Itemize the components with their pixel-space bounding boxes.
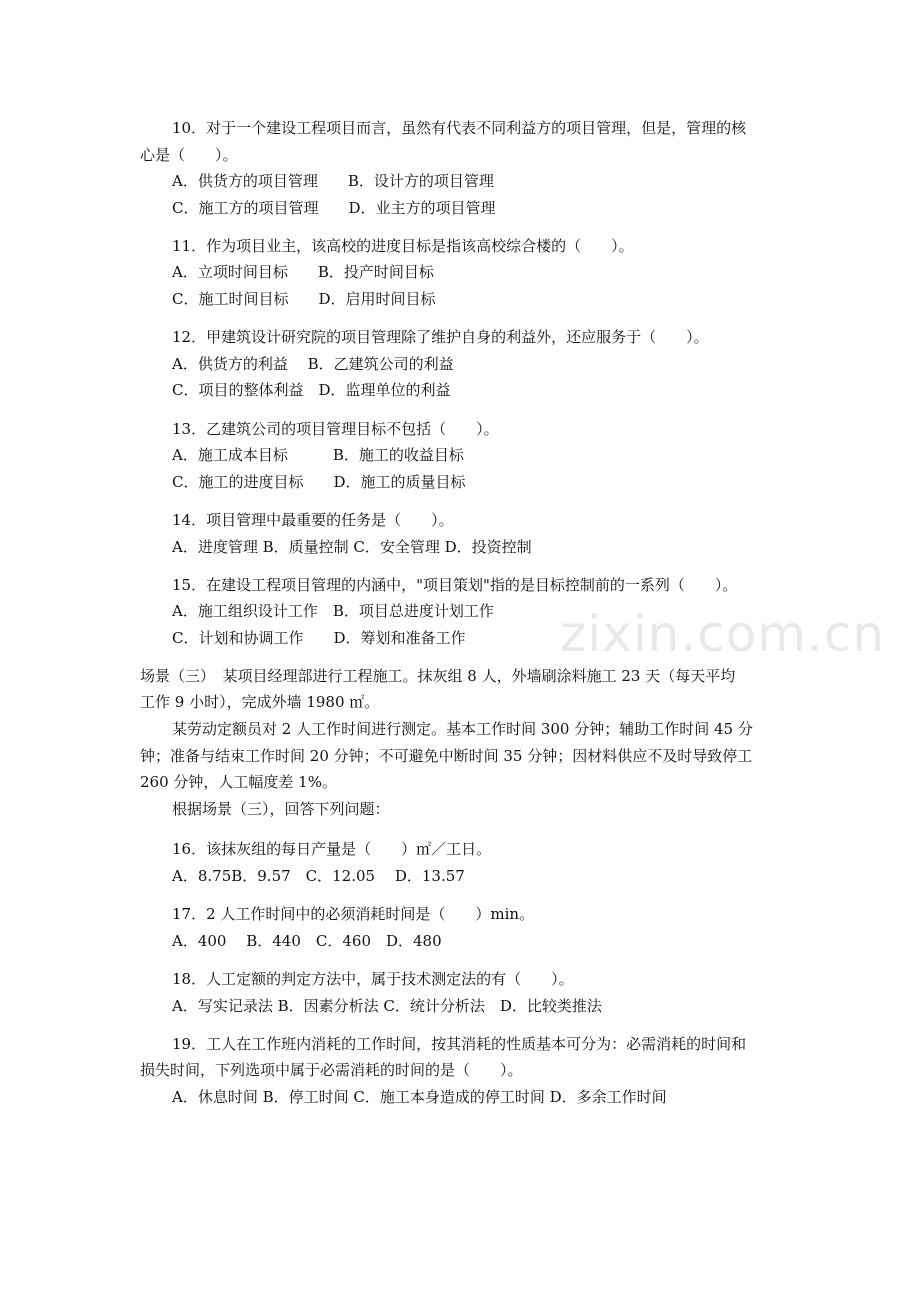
question-10-stem-line-2: 心是（ ）。 — [140, 146, 238, 164]
question-17-stem: 17．2 人工作时间中的必须消耗时间是（ ）min。 — [172, 905, 535, 923]
question-16-stem: 16．该抹灰组的每日产量是（ ）㎡／工日。 — [172, 840, 492, 858]
question-15-options-line-1: A．施工组织设计工作 B．项目总进度计划工作 — [172, 602, 494, 620]
question-12-options-line-2: C．项目的整体利益 D．监理单位的利益 — [172, 381, 451, 399]
question-15-options-line-2: C．计划和协调工作 D．筹划和准备工作 — [172, 629, 466, 647]
question-15-stem: 15．在建设工程项目管理的内涵中，"项目策划"指的是目标控制前的一系列（ ）。 — [172, 576, 738, 594]
scenario-line-3: 某劳动定额员对 2 人工作时间进行测定。基本工作时间 300 分钟；辅助工作时间 45 分 — [172, 720, 753, 738]
question-11-stem: 11．作为项目业主，该高校的进度目标是指该高校综合楼的（ ）。 — [172, 237, 634, 255]
question-12-options-line-1: A．供货方的利益 B．乙建筑公司的利益 — [172, 355, 454, 373]
question-18-stem: 18．人工定额的判定方法中，属于技术测定法的有（ ）。 — [172, 970, 574, 988]
question-10-options-line-2: C．施工方的项目管理 D．业主方的项目管理 — [172, 199, 496, 217]
question-13-options-line-1: A．施工成本目标 B．施工的收益目标 — [172, 446, 464, 464]
question-12-stem: 12．甲建筑设计研究院的项目管理除了维护自身的利益外，还应服务于（ ）。 — [172, 328, 709, 346]
scenario-line-4: 钟；准备与结束工作时间 20 分钟；不可避免中断时间 35 分钟；因材料供应不及时导致停工 — [140, 747, 753, 765]
watermark: zixin.com.cn — [560, 605, 886, 663]
question-13-options-line-2: C．施工的进度目标 D．施工的质量目标 — [172, 473, 466, 491]
scenario-line-2: 工作 9 小时），完成外墙 1980 ㎡。 — [140, 693, 380, 711]
question-14-options: A．进度管理 B．质量控制 C．安全管理 D．投资控制 — [172, 538, 532, 556]
question-11-options-line-1: A．立项时间目标 B．投产时间目标 — [172, 263, 434, 281]
scenario-line-6: 根据场景（三），回答下列问题： — [172, 800, 390, 818]
question-10-options-line-1: A．供货方的项目管理 B．设计方的项目管理 — [172, 172, 494, 190]
question-14-stem: 14．项目管理中最重要的任务是（ ）。 — [172, 511, 454, 529]
scenario-line-1: 场景（三） 某项目经理部进行工程施工。抹灰组 8 人，外墙刷涂料施工 23 天（每天平均 — [140, 667, 736, 685]
question-16-options: A．8.75B．9.57 C．12.05 D．13.57 — [172, 867, 465, 885]
question-13-stem: 13．乙建筑公司的项目管理目标不包括（ ）。 — [172, 420, 499, 438]
question-19-stem-line-1: 19．工人在工作班内消耗的工作时间，按其消耗的性质基本可分为：必需消耗的时间和 — [172, 1035, 747, 1053]
question-11-options-line-2: C．施工时间目标 D．启用时间目标 — [172, 290, 436, 308]
question-19-options: A．休息时间 B．停工时间 C．施工本身造成的停工时间 D．多余工作时间 — [172, 1088, 667, 1106]
question-18-options: A．写实记录法 B．因素分析法 C．统计分析法 D．比较类推法 — [172, 997, 602, 1015]
question-10-stem-line-1: 10．对于一个建设工程项目而言，虽然有代表不同利益方的项目管理，但是，管理的核 — [172, 119, 747, 137]
question-19-stem-line-2: 损失时间，下列选项中属于必需消耗的时间的是（ ）。 — [140, 1061, 523, 1079]
question-17-options: A．400 B．440 C．460 D．480 — [172, 932, 442, 950]
scenario-line-5: 260 分钟，人工幅度差 1%。 — [140, 773, 337, 791]
